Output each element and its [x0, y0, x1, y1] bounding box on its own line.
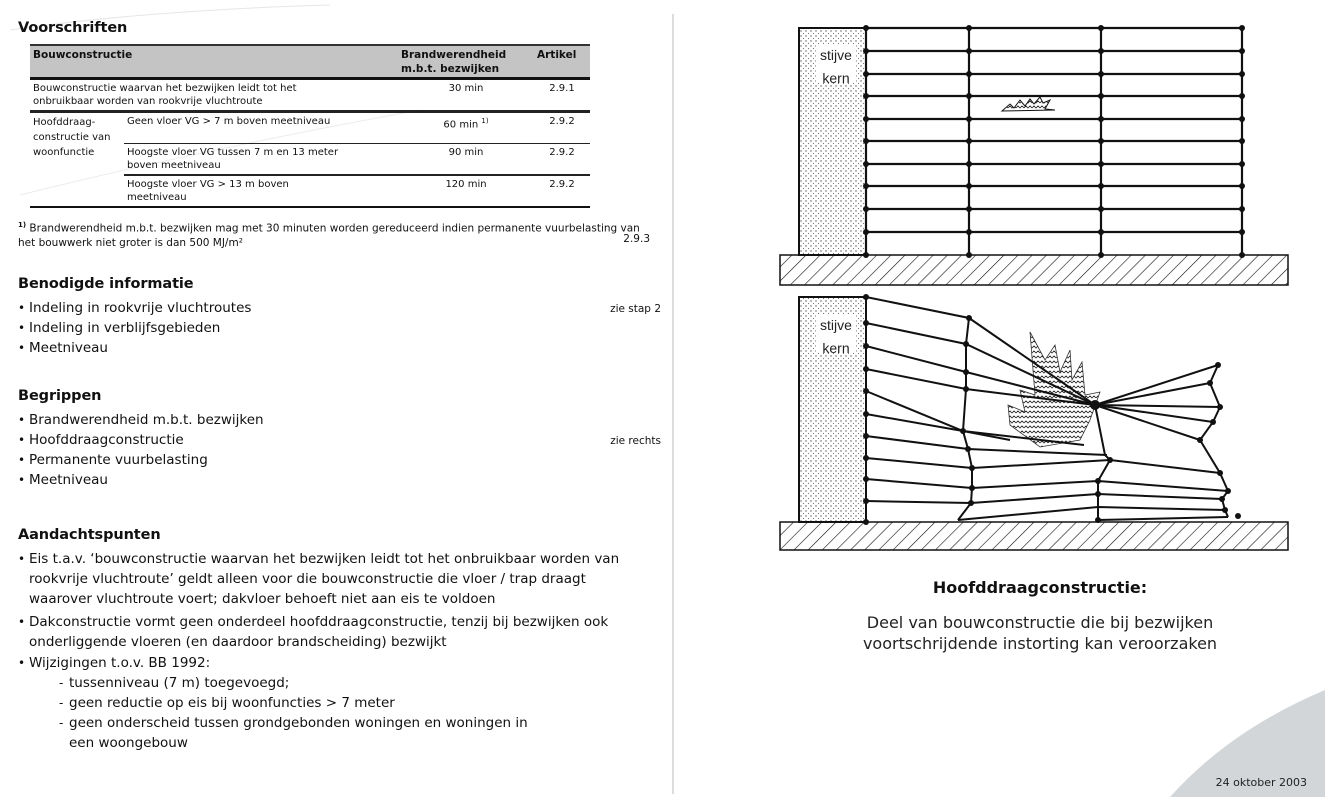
section-title-begrippen: Begrippen — [18, 388, 102, 404]
fire-icon — [1002, 97, 1055, 111]
sub-list-item: - geen reductie op eis bij woonfuncties > 7 meter — [59, 693, 689, 713]
cell-time: 60 min $^{1)}$ — [398, 112, 534, 144]
ground-slab — [780, 522, 1288, 550]
diagram-caption-text: Deel van bouwconstructie die bij bezwijken voortschrijdende instorting kan veroorzaken — [862, 613, 1218, 653]
section-title-benodigde-informatie: Benodigde informatie — [18, 276, 194, 292]
cell-time: 120 min — [445, 179, 487, 190]
cell-article: 2.9.2 — [549, 179, 575, 190]
footer-date: 24 oktober 2003 — [1215, 776, 1307, 789]
list-item: • Meetniveau — [18, 470, 649, 490]
list-item: • Permanente vuurbelasting — [18, 450, 649, 470]
sub-list-item: - geen onderscheid tussen grondgebonden woningen en woningen in een woongebouw — [59, 713, 539, 753]
cell-article: 2.9.2 — [534, 112, 590, 144]
ground-slab — [780, 255, 1288, 285]
col-header-artikel: Artikel — [534, 45, 590, 79]
section-title-aandachtspunten: Aandachtspunten — [18, 527, 161, 543]
fire-icon — [1008, 332, 1100, 447]
cell-description: Geen vloer VG > 7 m boven meetniveau — [124, 112, 398, 144]
list-item: • Wijzigingen t.o.v. BB 1992: - tussenniveau (7 m) toegevoegd; - geen reductie op eis bij woonfuncties > 7 meter - geen onderscheid tussen grondgebonden woningen en woningen in een woongebouw — [18, 653, 649, 753]
cell-time: 90 min — [398, 144, 534, 176]
cell-group: Hoofddraag- constructie van woonfunctie — [33, 117, 111, 158]
sub-list-item: - tussenniveau (7 m) toegevoegd; — [59, 673, 689, 693]
core-label: kern — [822, 340, 850, 356]
list-item: • Eis t.a.v. ‘bouwconstructie waarvan het bezwijken leidt tot het onbruikbaar worden van rookvrije vluchtroute’ geldt alleen voor die bouwconstructie die vloer / trap draagt waarover vluchtroute voert; dakvloer behoeft niet aan eis te voldoen — [18, 549, 649, 609]
diagram-intact-structure — [780, 25, 1288, 285]
list-item: • Dakconstructie vormt geen onderdeel hoofddraagconstructie, tenzij bij bezwijken ook onderliggende vloeren (en daardoor brandscheiding) bezwijkt — [18, 612, 649, 652]
list-item: • Hoofddraagconstructie zie rechts — [18, 430, 649, 450]
cell-description: Hoogste vloer VG > 13 m boven meetniveau — [127, 179, 289, 203]
cell-article: 2.9.1 — [549, 83, 575, 94]
table-footnote: $^{1)}$ Brandwerendheid m.b.t. bezwijken mag met 30 minuten worden gereduceerd indien permanente vuurbelasting van het bouwwerk niet groter is dan 500 MJ/m² 2.9.3 — [18, 221, 650, 249]
core-label: kern — [822, 70, 850, 86]
list-item: • Indeling in verblijfsgebieden — [18, 318, 649, 338]
diagram-caption-title: Hoofddraagconstructie: — [932, 578, 1148, 597]
cell-article: 2.9.2 — [534, 144, 590, 176]
list-item: • Meetniveau — [18, 338, 649, 358]
cell-time: 30 min — [448, 83, 484, 94]
footnote-article: 2.9.3 — [623, 233, 650, 245]
diagram-collapsed-structure — [780, 294, 1288, 550]
core-label: stijve — [820, 47, 852, 63]
item-note: zie stap 2 — [610, 303, 661, 315]
section-title-voorschriften: Voorschriften — [18, 20, 128, 36]
cell-description: Hoogste vloer VG tussen 7 m en 13 meter boven meetniveau — [124, 144, 398, 176]
list-item: • Indeling in rookvrije vluchtroutes zie stap 2 — [18, 298, 649, 318]
core-label: stijve — [820, 317, 852, 333]
cell-description: Bouwconstructie waarvan het bezwijken leidt tot het onbruikbaar worden van rookvrije vluchtroute — [33, 83, 297, 107]
item-note: zie rechts — [610, 435, 661, 447]
list-item: • Brandwerendheid m.b.t. bezwijken — [18, 410, 649, 430]
col-header-brandwerendheid: Brandwerendheid m.b.t. bezwijken — [398, 45, 534, 79]
col-header-bouwconstructie: Bouwconstructie — [30, 45, 398, 79]
